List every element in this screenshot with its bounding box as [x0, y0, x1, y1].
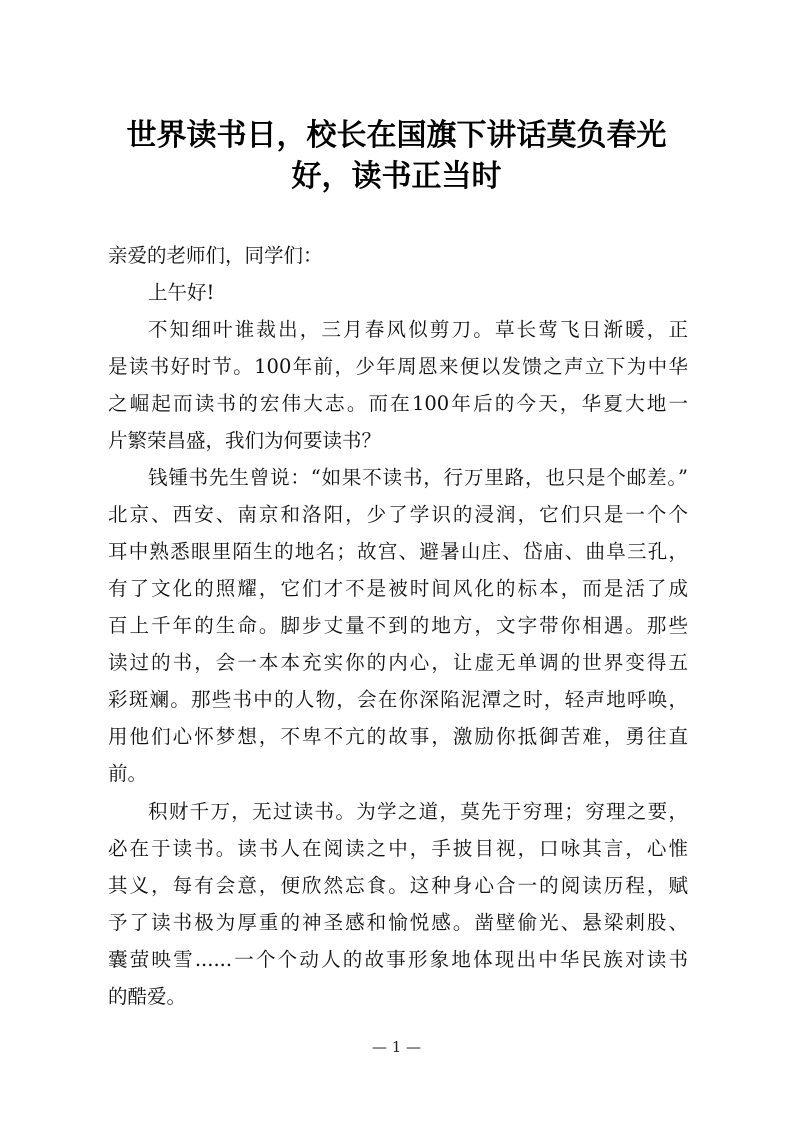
paragraph-2-line-6: 读过的书，会一本本充实你的内心，让虚无单调的世界变得五	[108, 651, 688, 674]
page-number: — 1 —	[371, 1038, 422, 1056]
paragraph-1-line-3: 之崛起而读书的宏伟大志。而在100年后的今天，华夏大地一	[108, 392, 688, 415]
salutation: 亲爱的老师们，同学们：	[108, 244, 323, 267]
paragraph-1-line-4: 片繁荣昌盛，我们为何要读书？	[108, 429, 382, 452]
paragraph-3-line-5: 囊萤映雪......一个个动人的故事形象地体现出中华民族对读书	[108, 948, 688, 971]
paragraph-2-line-8: 用他们心怀梦想，不卑不亢的故事，激励你抵御苦难，勇往直	[108, 725, 688, 748]
paragraph-2-line-4: 有了文化的照耀，它们才不是被时间风化的标本，而是活了成	[108, 577, 688, 600]
paragraph-3-line-6: 的酷爱。	[108, 985, 187, 1008]
greeting: 上午好!	[148, 281, 215, 304]
paragraph-2-line-5: 百上千年的生命。脚步丈量不到的地方，文字带你相遇。那些	[108, 614, 688, 637]
paragraph-2-line-2: 北京、西安、南京和洛阳，少了学识的浸润，它们只是一个个	[108, 503, 688, 526]
paragraph-2-line-3: 耳中熟悉眼里陌生的地名；故宫、避暑山庄、岱庙、曲阜三孔，	[108, 540, 688, 563]
document-title-line-1: 世界读书日，校长在国旗下讲话莫负春光	[126, 118, 667, 153]
paragraph-2-line-1: 钱锺书先生曾说：“如果不读书，行万里路，也只是个邮差。”	[148, 466, 688, 489]
paragraph-3-line-3: 其义，每有会意，便欣然忘食。这种身心合一的阅读历程，赋	[108, 874, 688, 897]
paragraph-3-line-2: 必在于读书。读书人在阅读之中，手披目视，口咏其言，心惟	[108, 837, 688, 860]
paragraph-3-line-1: 积财千万，无过读书。为学之道，莫先于穷理；穷理之要，	[148, 800, 688, 823]
paragraph-1-line-1: 不知细叶谁裁出，三月春风似剪刀。草长莺飞日渐暖，正	[148, 318, 688, 341]
document-title-line-2: 好，读书正当时	[291, 159, 502, 194]
paragraph-3-line-4: 予了读书极为厚重的神圣感和愉悦感。凿壁偷光、悬梁刺股、	[108, 911, 688, 934]
paragraph-2-line-9: 前。	[108, 762, 148, 785]
paragraph-1-line-2: 是读书好时节。100年前，少年周恩来便以发馈之声立下为中华	[108, 355, 688, 378]
paragraph-2-line-7: 彩斑斓。那些书中的人物，会在你深陷泥潭之时，轻声地呼唤，	[108, 688, 688, 711]
